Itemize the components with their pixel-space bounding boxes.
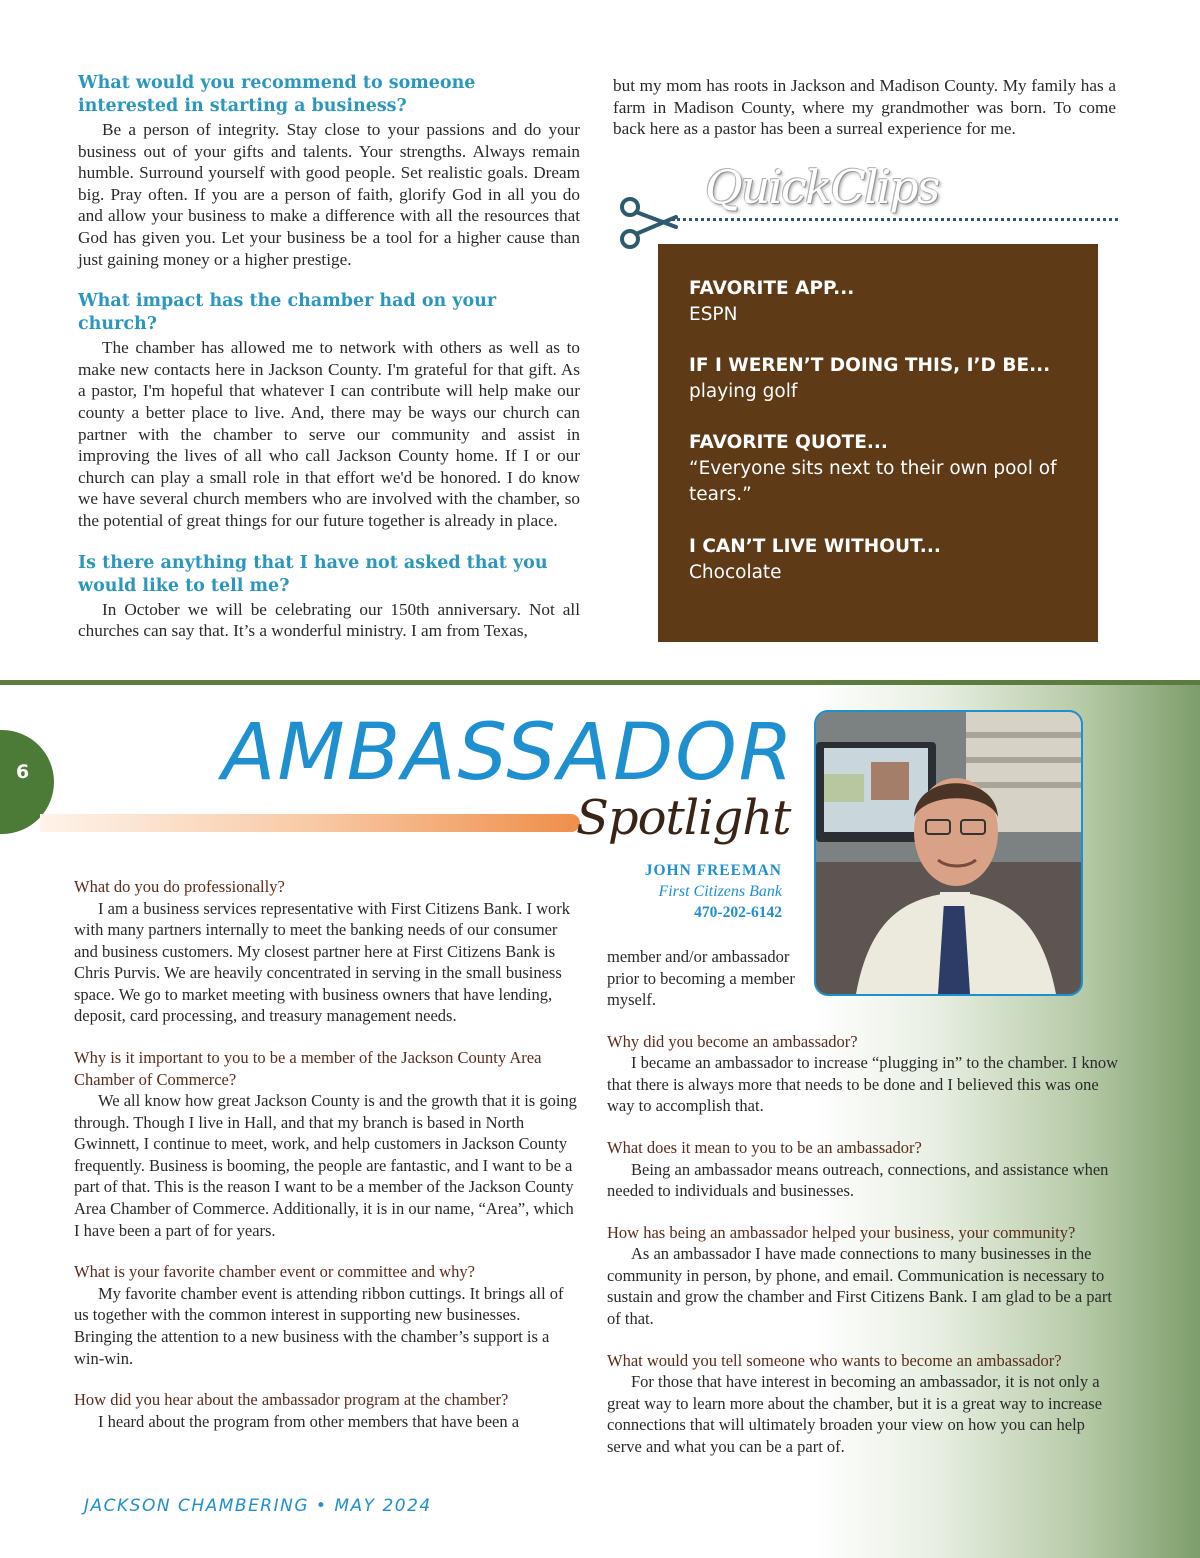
section-divider [0,680,1200,685]
contact-phone: 470-202-6142 [694,904,782,921]
answer-paragraph: I heard about the program from other members that have been a [98,1411,520,1431]
question-heading: How did you hear about the ambassador program at the chamber? [74,1390,509,1410]
top-section [0,0,1200,680]
answer-paragraph: Being an ambassador means outreach, connections, and assistance when needed to individuals and businesses. [607,1159,1109,1201]
section-title: AMBASSADOR [222,708,795,798]
clip-value: ESPN [689,304,738,325]
answer-paragraph: As an ambassador I have made connections to many businesses in the community in person, by phone, and email. Communication is necessary to sustain and grow the chamber and First Citizens Bank. I am glad to be a part of that. [607,1244,1112,1329]
clip-item [689,430,1079,508]
continued-paragraph: member and/or ambassador prior to becoming a member myself. [607,947,795,1010]
clip-value: playing golf [689,381,798,402]
answer-paragraph: For those that have interest in becoming an ambassador, it is not only a great way to learn more about the chamber, but it is a great way to increase connections that will ultimately broaden your view on how you can help serve and what you can be a part of. [607,1372,1103,1456]
page-number: 6 [16,761,30,783]
question-heading: What is your favorite chamber event or committee and why? [74,1262,475,1282]
answer-paragraph: My favorite chamber event is attending ribbon cuttings. It brings all of us together with the common interest in supporting new businesses. Bringing the attention to a new business with the chamber’s support is a win-win. [74,1283,564,1368]
top-right-column [613,74,1116,160]
continued-paragraph: but my mom has roots in Jackson and Madison County. My family has a farm in Madison County, where my grandmother was born. To come back here as a pastor has been a surreal experience for me. [613,76,1116,139]
ambassador-spotlight-section [0,680,1200,1558]
question-heading: Is there anything that I have not asked that you would like to tell me? [78,552,548,596]
question-heading: How has being an ambassador helped your business, your community? [607,1222,1076,1242]
clip-label: I CAN’T LIVE WITHOUT... [689,536,941,557]
question-heading: What do you do professionally? [74,877,285,896]
footer-text: JACKSON CHAMBERING • MAY 2024 [84,1496,432,1516]
clip-label: FAVORITE QUOTE... [689,432,888,453]
answer-paragraph: I became an ambassador to increase “plugging in” to the chamber. I know that there is always more that needs to be done and I believed this was one way to accomplish that. [607,1053,1119,1116]
answer-paragraph: Be a person of integrity. Stay close to your passions and do your business out of your gifts and talents. Your strengths. Always remain humble. Surround yourself with good people. Set realistic goals. Dream big. Pray often. If you are a person of faith, glorify God in all you do and allow your business to make a difference with all the resources that God has given you. Let your business be a tool for a higher cause than just gaining money or a higher prestige. [78,120,580,269]
contact-organization: First Citizens Bank [658,883,782,900]
answer-paragraph: The chamber has allowed me to network with others as well as to make new contacts here in Jackson County. I'm grateful for that gift. As a pastor, I'm hopeful that whatever I can contribute will help make our county a better place to live. And, there may be ways our church can partner with the chamber to serve our community and assist in improving the lives of all who call Jackson County home. If I or our church can play a small role in that effort we'd be honored. I do know we have several church members who are involved with the chamber, so the potential of great things for our future together is already in place. [78,338,580,530]
question-heading: Why is it important to you to be a member of the Jackson County Area Chamber of Commerce? [74,1048,542,1089]
answer-paragraph: We all know how great Jackson County is and the growth that it is going through. Though I live in Hall, and that my branch is based in North Gwinnett, I continue to meet, work, and help customers in Jackson County frequently. Business is booming, the people are fantastic, and I want to be a part of that. This is the reason I want to be a member of the Jackson County Area Chamber of Commerce. Additionally, it is in our name, “Area”, which I have been a part of for years. [74,1091,577,1240]
question-heading: What would you tell someone who wants to become an ambassador? [607,1350,1062,1370]
question-heading: What would you recommend to someone interested in starting a business? [78,73,476,116]
clip-label: IF I WEREN’T DOING THIS, I’D BE... [689,355,1051,376]
clip-item [689,276,1079,328]
question-heading: What impact has the chamber had on your church? [78,291,497,335]
quick-clips-title: QuickClips [705,160,939,214]
clip-item [689,353,1079,405]
decorative-bar [40,814,580,832]
section-subtitle: Spotlight [576,790,791,846]
contact-block [645,860,782,924]
cut-line [672,218,1118,221]
answer-paragraph: In October we will be celebrating our 150th anniversary. Not all churches can say that. It’s a wonderful ministry. I am from Texas, [78,599,580,641]
answer-paragraph: I am a business services representative with First Citizens Bank. I work with many partners internally to meet the banking needs of our consumer and business customers. My closest partner here at First Citizens Bank is Chris Purvis. We are heavily concentrated in serving in the small business space. We go to market meeting with business owners that have lending, deposit, card processing, and treasury management needs. [74,898,570,1026]
question-heading: What does it mean to you to be an ambassador? [607,1138,922,1158]
question-heading: Why did you become an ambassador? [607,1031,858,1051]
clip-item [689,534,1079,586]
quick-clips-box [658,244,1098,642]
contact-name: JOHN FREEMAN [644,862,782,879]
bottom-left-column [74,876,580,1452]
scissors-icon [618,195,680,251]
bottom-right-column [607,946,1119,1478]
top-left-column [78,72,580,662]
clip-value: “Everyone sits next to their own pool of tears.” [689,458,1057,505]
clip-label: FAVORITE APP... [689,278,855,299]
clip-value: Chocolate [689,562,782,583]
